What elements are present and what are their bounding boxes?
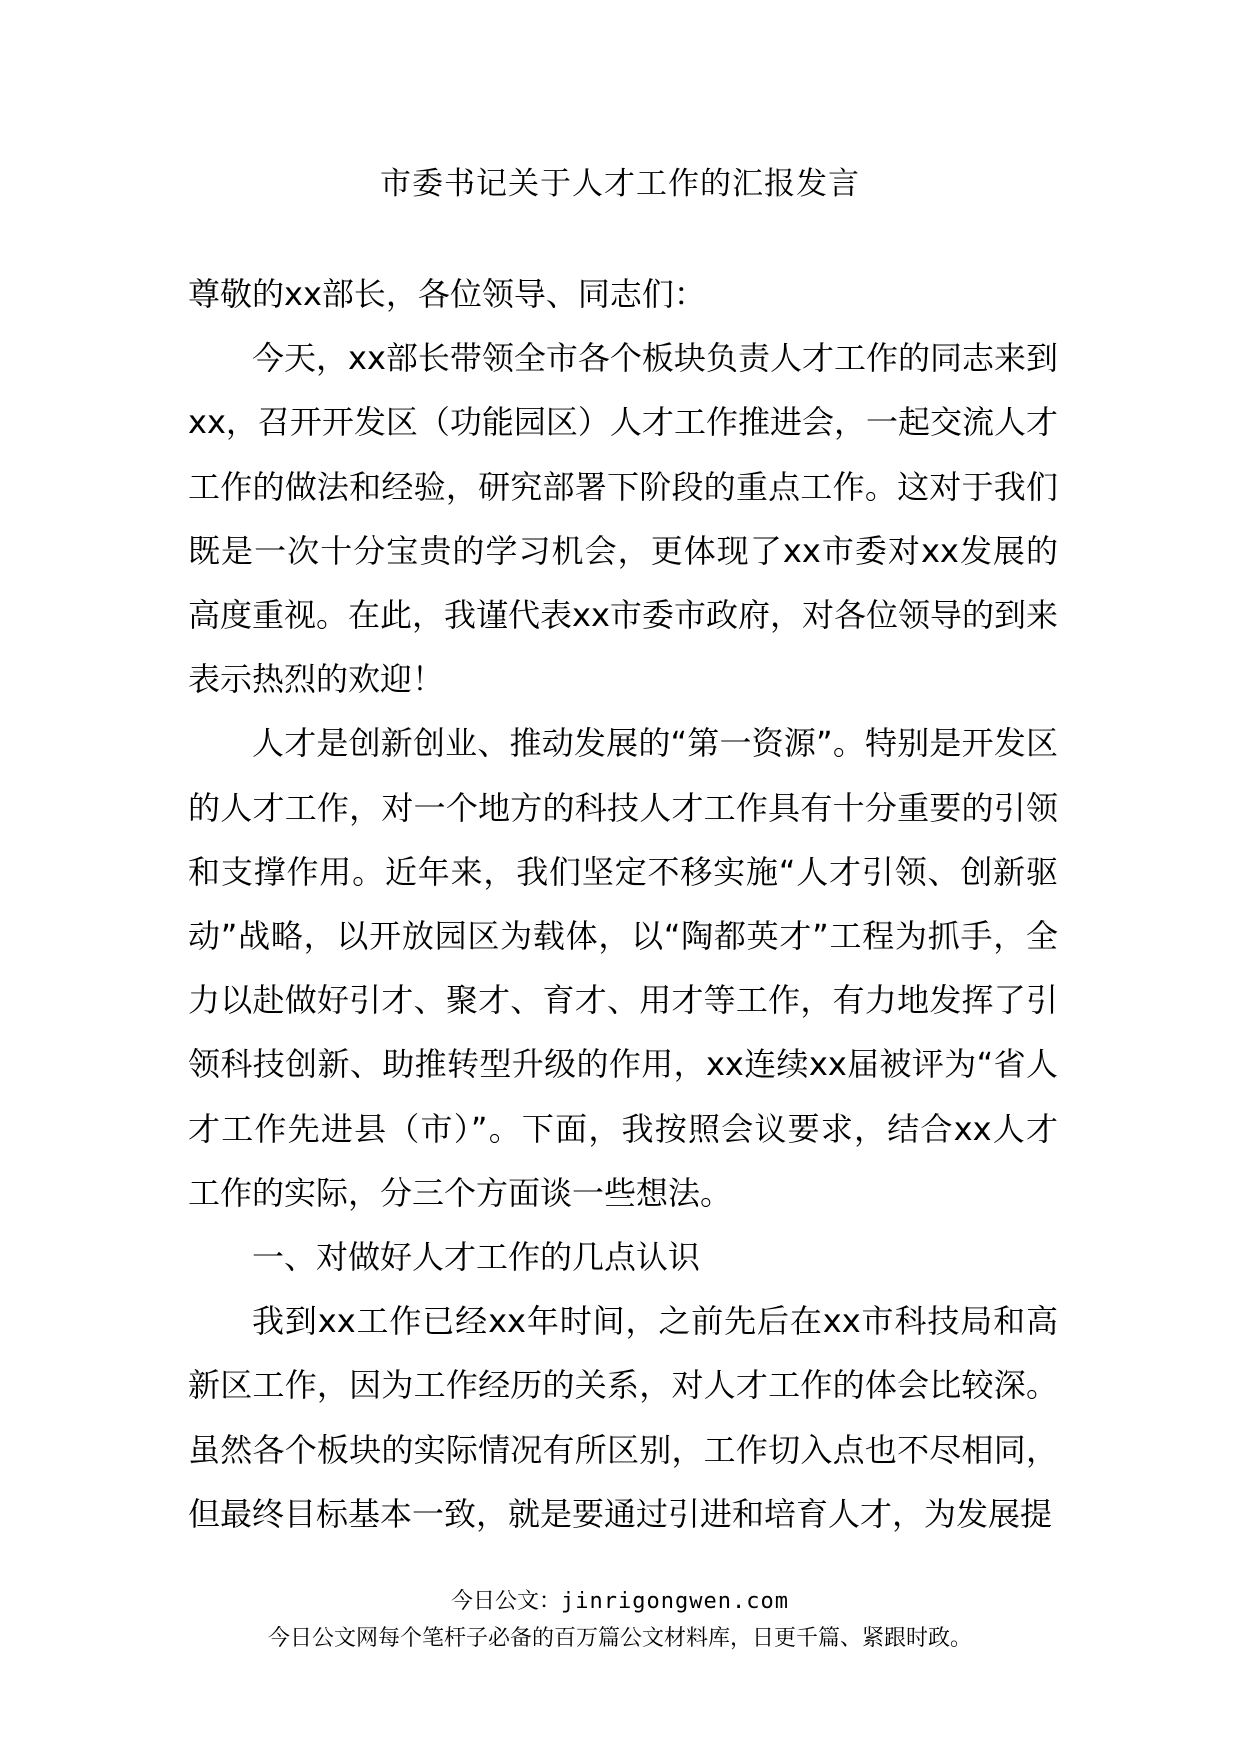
footer-slogan: 今日公文网每个笔杆子必备的百万篇公文材料库，日更千篇、紧跟时政。 [267, 1626, 972, 1651]
document-body [188, 262, 1058, 1546]
salutation: 尊敬的xx部长，各位领导、同志们： [188, 275, 706, 313]
footer-source [0, 1587, 1240, 1617]
paragraph-talent-resource: 人才是创新创业、推动发展的“第一资源”。特别是开发区的人才工作，对一个地方的科技人才工作具有十分重要的引领和支撑作用。近年来，我们坚定不移实施“人才引领、创新驱动”战略，以开放园区为载体，以“陶都英才”工程为抓手，全力以赴做好引才、聚才、育才、用才等工作，有力地发挥了引领科技创新、助推转型升级的作用，xx连续xx届被评为“省人才工作先进县（市）”。下面，我按照会议要求，结合xx人才工作的实际，分三个方面谈一些想法。 [188, 724, 1058, 1212]
section-heading-one: 一、对做好人才工作的几点认识 [252, 1238, 701, 1277]
paragraph-welcome: 今天，xx部长带领全市各个板块负责人才工作的同志来到xx，召开开发区（功能园区）人才工作推进会，一起交流人才工作的做法和经验，研究部署下阶段的重点工作。这对于我们既是一次十分宝贵的学习机会，更体现了xx市委对xx发展的高度重视。在此，我谨代表xx市委市政府，对各位领导的到来表示热烈的欢迎！ [188, 339, 1058, 699]
footer-url-link[interactable]: jinrigongwen.com [561, 1589, 789, 1614]
paragraph-section-one: 我到xx工作已经xx年时间，之前先后在xx市科技局和高新区工作，因为工作经历的关系，对人才工作的体会比较深。虽然各个板块的实际情况有所区别，工作切入点也不尽相同，但最终目标基本一致，就是要通过引进和培育人才，为发展提 [188, 1302, 1058, 1533]
document-title: 市委书记关于人才工作的汇报发言 [380, 166, 860, 202]
footer-label: 今日公文： [451, 1589, 562, 1614]
